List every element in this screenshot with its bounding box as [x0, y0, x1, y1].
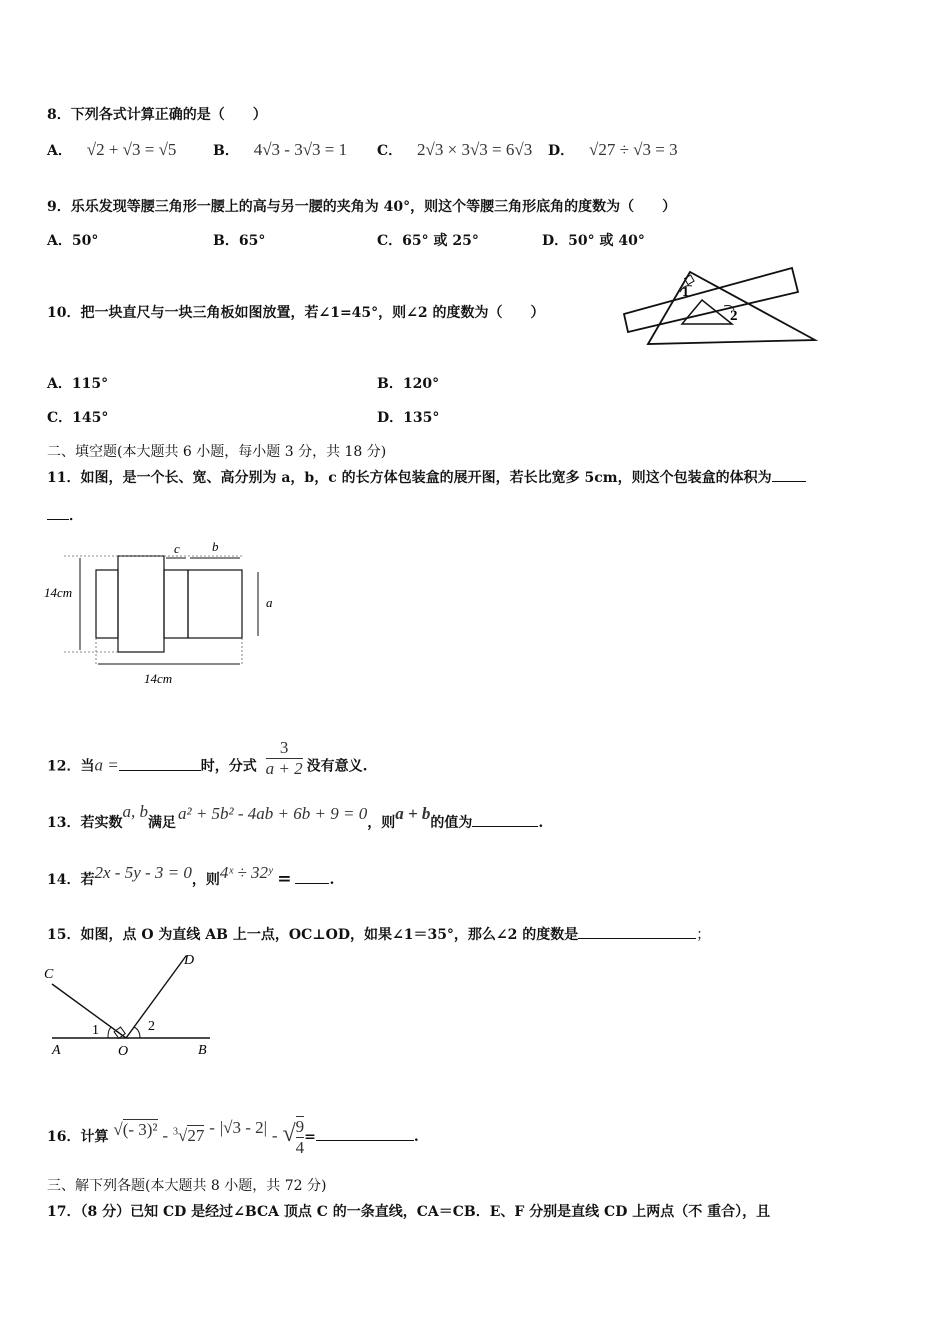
q9-option-c [377, 230, 479, 250]
q12-var: a = [94, 755, 119, 775]
q15-stem [47, 924, 710, 944]
q14-prefix: 14．若 [47, 872, 95, 888]
q13-suffix: 的值为 [430, 815, 473, 831]
ray-OD [126, 956, 186, 1038]
option-text: 50° [71, 233, 99, 249]
q13-tail: . [538, 815, 544, 831]
q10-figure-ruler-triangle [620, 262, 820, 348]
q14-equation: 2x - 5y - 3 = 0 [94, 863, 192, 882]
label-c: c [174, 541, 180, 556]
q16-frac-den: 4 [295, 1138, 305, 1157]
angle1-label: 1 [682, 285, 689, 300]
q14-answer-blank[interactable] [295, 871, 329, 884]
q10-option-a [47, 373, 108, 393]
net-mid-face [164, 570, 188, 638]
label-a: a [266, 595, 273, 610]
option-label: B． [213, 143, 239, 159]
option-label: C． [47, 410, 73, 426]
q16-term3-inner: √3 - 2 [223, 1117, 264, 1137]
q14-line [47, 863, 335, 889]
option-label: A． [47, 143, 72, 159]
option-label: C． [377, 233, 403, 249]
ruler [624, 268, 798, 332]
q16-minus2: - [209, 1117, 215, 1137]
option-text: 145° [72, 410, 109, 426]
option-label: D． [548, 143, 575, 159]
option-label: D． [542, 233, 569, 249]
q11-answer-blank[interactable] [772, 469, 806, 482]
q14-expr: 4ˣ ÷ 32ʸ [219, 863, 273, 882]
label-B: B [198, 1043, 207, 1058]
q8-stem [47, 104, 267, 124]
q12-answer-blank[interactable] [119, 758, 201, 771]
q8-option-a-expr: √2 + √3 = √5 [86, 140, 177, 159]
abs-right: | [263, 1117, 268, 1137]
q14-then: ，则 [191, 872, 220, 888]
q13-vars: a, b [122, 802, 148, 821]
q10-option-d [377, 407, 439, 427]
q16-minus1: - [162, 1125, 169, 1145]
q13-equation: a² + 5b² - 4ab + 6b + 9 = 0 [177, 804, 368, 823]
q8-stem-text: 8．下列各式计算正确的是（ ） [47, 107, 267, 123]
q8-option-c-expr: 2√3 × 3√3 = 6√3 [417, 140, 533, 159]
label-C: C [44, 967, 54, 982]
q8-option-d-expr: √27 ÷ √3 = 3 [589, 140, 678, 159]
q13-line [47, 802, 544, 832]
q8-option-c [377, 140, 532, 160]
q11-stem-text: 11．如图，是一个长、宽、高分别为 a，b，c 的长方体包装盒的展开图，若长比宽多 5cm，则这个包装盒的体积为 [47, 470, 772, 486]
q16-term2: $^3$√27 [172, 1125, 205, 1145]
q12-suffix: 没有意义. [306, 758, 368, 775]
q10-stem [47, 302, 545, 322]
angle1-arc [108, 1027, 112, 1038]
section-2-heading: 二、填空题(本大题共 6 小题，每小题 3 分，共 18 分) [47, 444, 387, 460]
q16-frac-num: 9 [295, 1117, 305, 1136]
label-A: A [52, 1043, 61, 1058]
q9-option-a [47, 230, 98, 250]
ray-OC [52, 984, 126, 1038]
q16-term1 [113, 1120, 157, 1139]
sqrt-symbol: √ [113, 1119, 123, 1139]
q12-line [47, 738, 368, 787]
option-label: D． [377, 410, 404, 426]
q16-minus3: - [271, 1125, 278, 1145]
net-right-face [188, 570, 242, 638]
q16-line [47, 1116, 419, 1158]
q13-middle: 满足 [147, 815, 176, 831]
q16-tail: . [413, 1128, 419, 1145]
q16-term3 [220, 1118, 267, 1137]
label-2: 2 [148, 1019, 155, 1034]
sqrt-symbol: √ [282, 1120, 296, 1147]
q8-option-d [548, 140, 678, 160]
q16-term4 [282, 1117, 305, 1157]
q15-tail: ； [696, 927, 711, 943]
q15-stem-text: 15．如图，点 O 为直线 AB 上一点，OC⊥OD，如果∠1＝35°，那么∠2 的度数是 [47, 927, 579, 943]
q13-prefix: 13．若实数 [47, 815, 123, 831]
option-label: C． [377, 143, 403, 159]
option-label: B． [377, 376, 403, 392]
q8-option-b-expr: 4√3 - 3√3 = 1 [253, 140, 348, 159]
q13-then: ，则 [367, 815, 396, 831]
q11-figure-box-net [44, 538, 284, 688]
q10-option-c [47, 407, 108, 427]
q14-tail: . [329, 872, 335, 888]
q16-term1-radicand: (- 3)² [122, 1119, 158, 1139]
q10-option-b [377, 373, 439, 393]
q15-figure-angles [40, 948, 220, 1060]
q12-prefix: 12．当 [47, 758, 95, 775]
label-O: O [118, 1044, 129, 1059]
net-left-face [96, 570, 118, 638]
option-text: 65° [238, 233, 266, 249]
q11-stem [47, 467, 806, 487]
q9-option-d [542, 230, 645, 250]
q16-prefix: 16．计算 [47, 1128, 109, 1145]
q16-root-index: 3 [172, 1126, 178, 1138]
q11-tail: ． [69, 508, 83, 524]
q12-middle: 时，分式 [200, 758, 257, 775]
q11-stem-cont [47, 505, 83, 525]
angle2-label: 2 [730, 308, 738, 324]
option-text: 65° 或 25° [402, 233, 479, 249]
option-label: B． [213, 233, 239, 249]
label-height: 14cm [44, 585, 73, 600]
section-3-heading: 三、解下列各题(本大题共 8 小题，共 72 分) [47, 1178, 327, 1194]
option-text: 135° [403, 410, 440, 426]
q10-stem-text: 10．把一块直尺与一块三角板如图放置，若∠1=45°，则∠2 的度数为（ ） [47, 305, 545, 321]
option-label: A． [47, 233, 72, 249]
abs-left: | [219, 1117, 224, 1137]
option-text: 120° [402, 376, 440, 392]
label-b: b [212, 539, 219, 554]
q13-expr: a + b [395, 804, 431, 823]
q9-option-b [213, 230, 265, 250]
q16-eq: = [304, 1128, 316, 1145]
label-width: 14cm [144, 671, 173, 686]
q12-frac-num: 3 [266, 738, 303, 759]
option-label: A． [47, 376, 72, 392]
q8-option-a [47, 140, 176, 160]
label-1: 1 [92, 1023, 99, 1038]
label-D: D [184, 953, 195, 968]
q15-answer-blank[interactable] [578, 926, 696, 939]
q16-term2-radicand: 27 [187, 1125, 205, 1145]
q12-fraction [266, 738, 303, 779]
q13-answer-blank[interactable] [472, 814, 538, 827]
q8-option-b [213, 140, 347, 160]
option-text: 115° [71, 376, 109, 392]
q17-stem-text: 17．（8 分）已知 CD 是经过∠BCA 顶点 C 的一条直线，CA＝CB．E、F 分别是直线 CD 上两点（不 重合），且 [47, 1204, 771, 1220]
option-text: 50° 或 40° [568, 233, 645, 249]
q14-eq: = [277, 869, 292, 889]
q12-frac-den: a + 2 [265, 759, 303, 778]
q9-stem-text: 9．乐乐发现等腰三角形一腰上的高与另一腰的夹角为 40°，则这个等腰三角形底角的度数为（ ） [47, 199, 677, 215]
q17-stem [47, 1201, 770, 1221]
q16-term4-frac [296, 1116, 305, 1158]
q16-answer-blank[interactable] [316, 1128, 414, 1141]
angle2-arc [134, 1027, 140, 1038]
q9-stem [47, 196, 676, 216]
net-center-face [118, 556, 164, 652]
q11-answer-blank-cont[interactable] [47, 507, 69, 520]
